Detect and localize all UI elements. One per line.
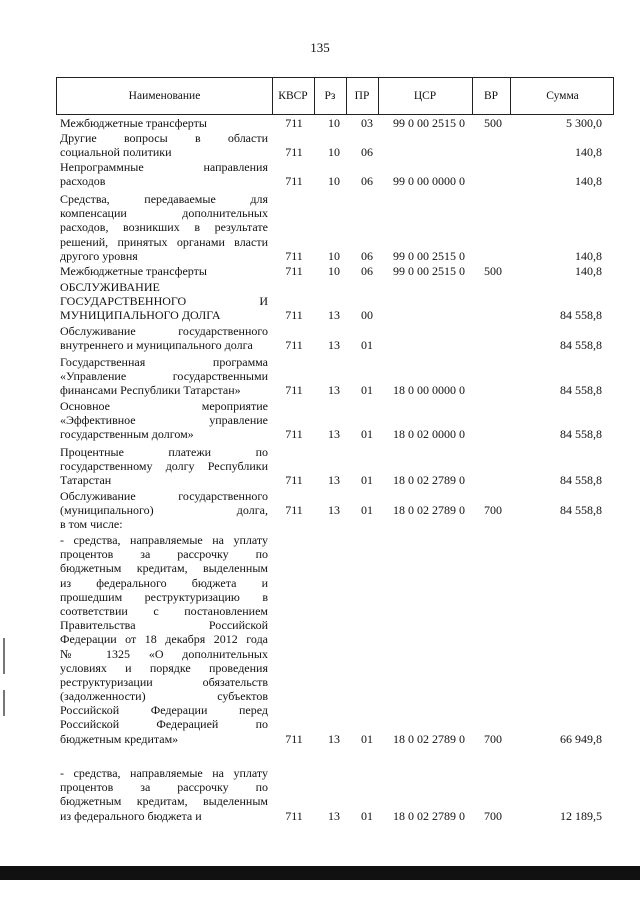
row-name-line: «Эффективное управление [60, 413, 268, 428]
row-csr: 99 0 00 2515 0 [393, 248, 465, 263]
header-rz: Рз [324, 90, 336, 102]
row-name-line: решений, принятых органами власти [60, 234, 268, 249]
row-sum: 5 300,0 [566, 116, 602, 130]
row-name-line: Татарстан [60, 473, 112, 488]
row-sum: 140,8 [575, 264, 602, 278]
row-sum: 140,8 [575, 248, 602, 263]
row-sum: 84 558,8 [560, 308, 602, 323]
row-kvsr: 711 [285, 731, 303, 746]
row-vr: 700 [484, 503, 502, 518]
header-vr: ВР [483, 90, 499, 102]
row-name-line: внутреннего и муниципального долга [60, 338, 253, 353]
header-pr: ПР [354, 90, 370, 102]
row-name-line: из федерального бюджета и [60, 575, 268, 590]
row-sum: 84 558,8 [560, 473, 602, 488]
row-kvsr: 711 [285, 473, 303, 488]
header-csr: ЦСР [413, 90, 437, 102]
row-rz: 10 [328, 174, 340, 189]
row-name [60, 766, 268, 823]
row-name [60, 280, 268, 323]
row-sum: 66 949,8 [560, 731, 602, 746]
row-csr: 99 0 00 2515 0 [393, 116, 465, 130]
row-rz: 13 [328, 731, 340, 746]
row-sum: 84 558,8 [560, 427, 602, 442]
row-sum: 140,8 [575, 145, 602, 160]
row-csr: 99 0 00 2515 0 [393, 264, 465, 278]
row-name-line: процентов за рассрочку по [60, 547, 268, 562]
row-kvsr: 711 [285, 427, 303, 442]
row-name [60, 324, 268, 352]
row-rz: 13 [328, 308, 340, 323]
row-name-line: (муниципального) долга, [60, 503, 268, 518]
row-kvsr: 711 [285, 116, 303, 130]
page-number: 135 [310, 40, 330, 55]
row-pr: 06 [361, 264, 373, 278]
row-name-line: финансами Республики Татарстан» [60, 383, 241, 398]
row-sum: 84 558,8 [560, 383, 602, 398]
header-sum: Сумма [546, 90, 579, 102]
row-name [60, 399, 268, 442]
row-name-line: Российской Федерацией по [60, 717, 268, 732]
row-kvsr: 711 [285, 145, 303, 160]
row-name-line: Средства, передаваемые для [60, 192, 268, 206]
row-name-line: государственному долгу Республики [60, 459, 268, 474]
row-name-line: Межбюджетные трансферты [60, 116, 207, 130]
row-name-line: бюджетным кредитам» [60, 731, 179, 746]
row-sum: 12 189,5 [560, 808, 602, 823]
row-name-line: - средства, направляемые на уплату [60, 533, 268, 547]
row-rz: 13 [328, 473, 340, 488]
row-name-line: № 1325 «О дополнительных [60, 646, 268, 661]
row-name-line: Правительства Российской [60, 618, 268, 633]
row-csr: 99 0 00 0000 0 [393, 174, 465, 189]
row-name-line: ГОСУДАРСТВЕННОГО И [60, 294, 268, 309]
row-pr: 01 [361, 731, 373, 746]
row-csr: 18 0 02 2789 0 [393, 808, 465, 823]
row-name-line: расходов, возникших в результате [60, 220, 268, 235]
row-csr: 18 0 02 0000 0 [393, 427, 465, 442]
row-sum: 140,8 [575, 174, 602, 189]
row-pr: 00 [361, 308, 373, 323]
row-name-line: расходов [60, 174, 106, 189]
row-name [60, 160, 268, 188]
row-name-line: Непрограммные направления [60, 160, 268, 174]
row-name-line: (задолженности) субъектов [60, 689, 268, 704]
row-sum: 84 558,8 [560, 338, 602, 353]
row-kvsr: 711 [285, 338, 303, 353]
row-name-line: Обслуживание государственного [60, 489, 268, 503]
row-name [60, 192, 268, 263]
row-name-line: Российской Федерации перед [60, 703, 268, 718]
row-name-line: соответствии с постановлением [60, 603, 268, 618]
row-csr: 18 0 02 2789 0 [393, 731, 465, 746]
row-vr: 500 [484, 116, 502, 130]
row-pr: 01 [361, 383, 373, 398]
header-kvsr: КВСР [278, 90, 308, 102]
row-name-line: бюджетным кредитам, выделенным [60, 794, 268, 809]
row-pr: 01 [361, 503, 373, 518]
row-name-line: условиях и порядке проведения [60, 660, 268, 675]
row-name-line: - средства, направляемые на уплату [60, 766, 268, 780]
row-rz: 13 [328, 808, 340, 823]
row-name-line: из федерального бюджета и [60, 808, 202, 823]
row-rz: 10 [328, 145, 340, 160]
row-kvsr: 711 [285, 174, 303, 189]
row-rz: 10 [328, 116, 340, 130]
row-name-line: другого уровня [60, 248, 138, 263]
row-rz: 10 [328, 248, 340, 263]
row-rz: 10 [328, 264, 340, 278]
row-name-line: Обслуживание государственного [60, 324, 268, 338]
row-pr: 01 [361, 338, 373, 353]
row-pr: 06 [361, 248, 373, 263]
row-kvsr: 711 [285, 264, 303, 278]
row-kvsr: 711 [285, 808, 303, 823]
row-name [60, 489, 268, 532]
row-pr: 01 [361, 427, 373, 442]
row-name-line: Основное мероприятие [60, 399, 268, 413]
row-name-line: Федерации от 18 декабря 2012 года [60, 632, 268, 647]
row-name-line: компенсации дополнительных [60, 206, 268, 221]
row-name [60, 355, 268, 398]
row-name [60, 533, 268, 746]
row-csr: 18 0 00 0000 0 [393, 383, 465, 398]
row-name-line: прошедшим реструктуризацию в [60, 589, 268, 604]
row-csr: 18 0 02 2789 0 [393, 473, 465, 488]
row-vr: 500 [484, 264, 502, 278]
row-rz: 13 [328, 383, 340, 398]
row-name-line: Другие вопросы в области [60, 131, 268, 145]
row-name-line: Процентные платежи по [60, 445, 268, 459]
row-pr: 03 [361, 116, 373, 130]
row-sum: 84 558,8 [560, 503, 602, 518]
row-rz: 13 [328, 427, 340, 442]
row-name-line: Межбюджетные трансферты [60, 264, 207, 278]
row-vr: 700 [484, 808, 502, 823]
row-csr: 18 0 02 2789 0 [393, 503, 465, 518]
row-pr: 06 [361, 145, 373, 160]
row-name-line: в том числе: [60, 517, 123, 532]
header-name: Наименование [128, 90, 201, 102]
row-rz: 13 [328, 503, 340, 518]
row-name-line: ОБСЛУЖИВАНИЕ [60, 280, 160, 294]
row-rz: 13 [328, 338, 340, 353]
row-kvsr: 711 [285, 383, 303, 398]
row-name-line: государственным долгом» [60, 427, 194, 442]
row-pr: 06 [361, 174, 373, 189]
row-vr: 700 [484, 731, 502, 746]
row-name-line: МУНИЦИПАЛЬНОГО ДОЛГА [60, 308, 221, 323]
row-name-line: бюджетным кредитам, выделенным [60, 561, 268, 576]
row-kvsr: 711 [285, 308, 303, 323]
row-name [60, 131, 268, 159]
row-kvsr: 711 [285, 503, 303, 518]
row-name [60, 264, 268, 278]
scan-bottom-border [0, 866, 640, 880]
row-name-line: Государственная программа [60, 355, 268, 369]
row-name-line: процентов за рассрочку по [60, 780, 268, 795]
row-name [60, 116, 268, 130]
row-kvsr: 711 [285, 248, 303, 263]
row-pr: 01 [361, 473, 373, 488]
row-name-line: реструктуризации обязательств [60, 674, 268, 689]
row-pr: 01 [361, 808, 373, 823]
row-name-line: «Управление государственными [60, 369, 268, 384]
row-name-line: социальной политики [60, 145, 172, 160]
row-name [60, 445, 268, 488]
